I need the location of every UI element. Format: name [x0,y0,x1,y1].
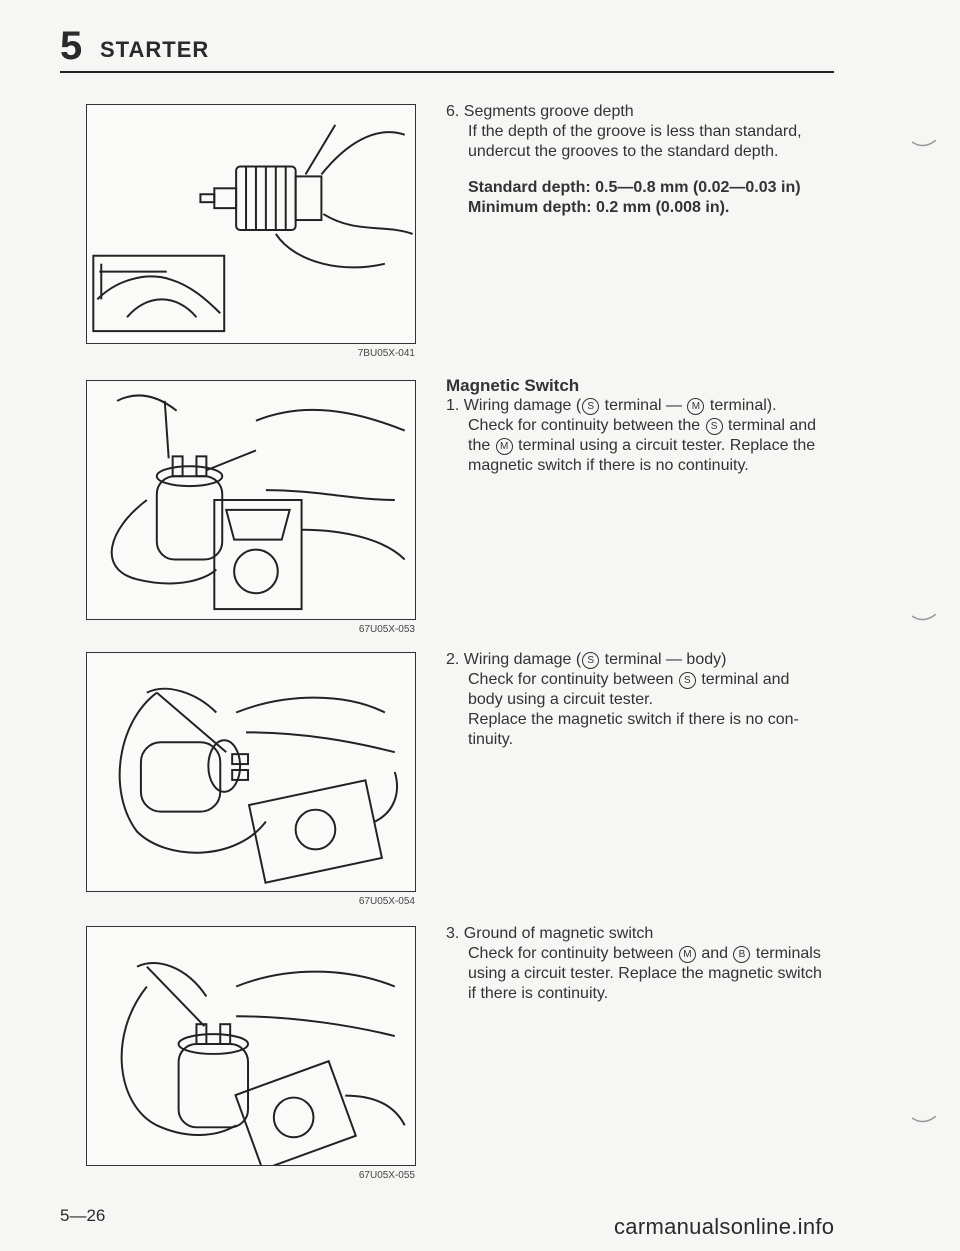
terminal-m-icon: M [496,438,513,455]
terminal-s-icon: S [679,672,696,689]
margin-mark-icon [912,140,936,148]
text: Check for continuity between the [468,417,705,434]
margin-mark-icon [912,614,936,622]
figure-label: 67U05X-053 [358,624,415,635]
text: Check for continuity between [468,945,678,962]
text: using a circuit tester. Replace the magnetic switch [468,965,822,982]
text: 1. Wiring damage ( [446,397,582,414]
text: body using a circuit tester. [468,691,653,708]
watermark: carmanualsonline.info [614,1214,835,1239]
text: tinuity. [468,731,514,748]
text: terminal — body) [600,651,727,668]
text: if there is continuity. [468,985,609,1002]
margin-mark-icon [912,1116,936,1124]
text: terminal and [696,671,790,688]
chapter-number: 5 [60,24,83,68]
step-body: undercut the grooves to the standard depth. [468,143,779,160]
text: terminals [751,945,821,962]
chapter-title: STARTER [100,37,210,62]
tester-illustration [87,927,415,1165]
tester-illustration [87,381,415,619]
text: terminal using a circuit tester. Replace the [513,437,816,454]
text: terminal — [600,397,687,414]
figure-label: 67U05X-054 [358,896,415,907]
text: 2. Wiring damage ( [446,651,582,668]
text: Replace the magnetic switch if there is no con- [468,711,799,728]
magnetic-switch-step1 [446,376,846,476]
figure-magnetic-switch-ground-test [86,926,416,1181]
page-header [60,22,834,72]
terminal-s-icon: S [582,398,599,415]
step-title: 6. Segments groove depth [446,103,634,120]
text: magnetic switch if there is no continuity. [468,457,749,474]
step-body: If the depth of the groove is less than standard, [468,123,802,140]
tester-illustration [87,653,415,891]
figure-label: 7BU05X-041 [357,348,415,359]
spec-minimum-depth: Minimum depth: 0.2 mm (0.008 in). [468,199,730,216]
step-title: 3. Ground of magnetic switch [446,925,654,942]
magnetic-switch-step2 [446,650,846,750]
header-rule [60,71,834,73]
terminal-b-icon: B [733,946,750,963]
text: and [696,945,733,962]
armature-illustration [87,105,415,343]
text: terminal and [723,417,817,434]
spec-standard-depth: Standard depth: 0.5—0.8 mm (0.02—0.03 in) [468,179,801,196]
section-title: Magnetic Switch [446,376,580,395]
figure-armature-undercut [86,104,416,359]
text: the [468,437,495,454]
page-number: 5—26 [60,1206,106,1225]
text: Check for continuity between [468,671,678,688]
figure-magnetic-switch-s-m-test [86,380,416,635]
text: terminal). [705,397,777,414]
terminal-s-icon: S [582,652,599,669]
magnetic-switch-step3 [446,924,846,1004]
terminal-m-icon: M [687,398,704,415]
figure-magnetic-switch-s-body-test [86,652,416,907]
figure-label: 67U05X-055 [358,1170,415,1181]
terminal-m-icon: M [679,946,696,963]
segments-groove-depth [446,102,846,218]
terminal-s-icon: S [706,418,723,435]
